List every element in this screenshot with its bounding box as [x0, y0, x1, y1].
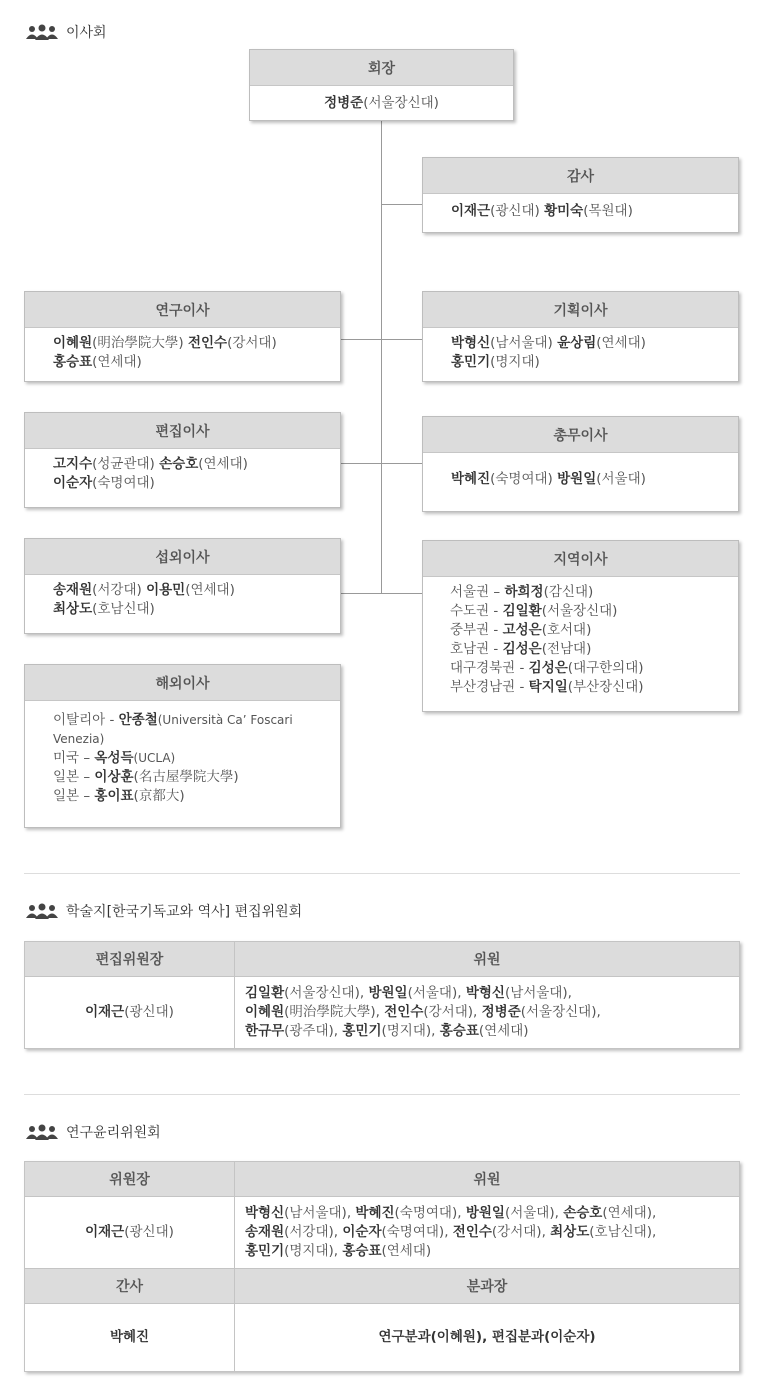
- member-name: 송재원: [245, 1224, 285, 1240]
- member-aff: (明治學院大學),: [284, 1004, 385, 1020]
- overseas-aff: (UCLA): [133, 751, 176, 765]
- member-name: 홍민기: [342, 1023, 382, 1039]
- overseas-aff: (京都大): [133, 788, 185, 804]
- member-name: 이순자: [342, 1224, 382, 1240]
- external-label: 섭외이사: [25, 539, 340, 575]
- general-box: [422, 416, 739, 512]
- org-branch-audit: [381, 204, 423, 205]
- external-aff-3: (호남신대): [92, 601, 155, 617]
- overseas-region: 미국 –: [53, 750, 95, 766]
- member-name: 전인수: [384, 1004, 424, 1020]
- planning-name-1: 박형신: [451, 335, 491, 351]
- member-name: 박형신: [245, 1205, 285, 1221]
- research-aff-1: (明治學院大學): [92, 335, 188, 351]
- research-name-2: 전인수: [187, 335, 228, 351]
- journal-head-chief: 편집위원장: [25, 942, 235, 977]
- planning-aff-1: (남서울대): [490, 335, 558, 351]
- audit-box: [422, 157, 739, 233]
- ethics-members-cell: [235, 1197, 740, 1269]
- member-name: 전인수: [452, 1224, 492, 1240]
- chair-label: 회장: [250, 50, 513, 86]
- external-name-3: 최상도: [53, 601, 93, 617]
- board-section-title: [26, 23, 107, 41]
- regional-aff: (호서대): [541, 622, 592, 638]
- member-aff: (서강대),: [284, 1224, 343, 1240]
- member-aff: (명지대),: [284, 1243, 343, 1259]
- member-name: 김일환: [245, 985, 285, 1001]
- member-aff: (서울대),: [504, 1205, 564, 1221]
- regional-row: [450, 602, 728, 621]
- research-name-3: 홍승표: [53, 354, 93, 370]
- planning-name-3: 홍민기: [451, 354, 491, 370]
- general-name-1: 박혜진: [451, 471, 491, 487]
- journal-chief-cell: [25, 977, 235, 1049]
- regional-label: 지역이사: [423, 541, 738, 577]
- external-box: [24, 538, 341, 634]
- overseas-aff: (Università Ca’ Foscari Venezia): [53, 713, 293, 746]
- regional-region: 부산경남권 -: [450, 679, 529, 695]
- external-aff-1: (서강대): [92, 582, 147, 598]
- overseas-row: [53, 787, 332, 806]
- org-branch-editing: [341, 463, 423, 464]
- member-aff: (남서울대),: [284, 1205, 356, 1221]
- org-trunk-line: [381, 120, 382, 594]
- regional-name: 고성은: [502, 622, 542, 638]
- org-branch-research: [341, 339, 423, 340]
- overseas-name: 안종철: [118, 712, 158, 728]
- regional-aff: (전남대): [541, 641, 592, 657]
- member-aff: (강서대),: [491, 1224, 551, 1240]
- people-group-icon: [26, 1124, 58, 1140]
- section-divider: [24, 1094, 740, 1095]
- editing-aff-1: (성균관대): [92, 456, 160, 472]
- research-body: [25, 328, 340, 380]
- overseas-region: 일본 –: [53, 788, 95, 804]
- member-name: 손승호: [563, 1205, 603, 1221]
- regional-region: 호남권 -: [450, 641, 503, 657]
- general-name-2: 방원일: [557, 471, 597, 487]
- member-aff: (숙명여대),: [394, 1205, 466, 1221]
- overseas-name: 이상훈: [94, 769, 134, 785]
- overseas-name: 홍이표: [94, 788, 134, 804]
- member-name: 홍민기: [245, 1243, 285, 1259]
- external-aff-2: (연세대): [185, 582, 235, 598]
- regional-region: 중부권 -: [450, 622, 503, 638]
- member-aff: (연세대): [381, 1243, 432, 1259]
- member-name: 홍승표: [342, 1243, 382, 1259]
- member-name: 최상도: [550, 1224, 590, 1240]
- member-name: 정병준: [481, 1004, 521, 1020]
- member-aff: (서울장신대),: [284, 985, 369, 1001]
- external-name-1: 송재원: [53, 582, 93, 598]
- external-name-2: 이용민: [146, 582, 186, 598]
- editing-box: [24, 412, 341, 508]
- overseas-box: [24, 664, 341, 828]
- overseas-aff: (名古屋學院大學): [133, 769, 239, 785]
- journal-title: 학술지[한국기독교와 역사] 편집위원회: [66, 904, 303, 920]
- section-divider: [24, 873, 740, 874]
- planning-body: [423, 328, 738, 380]
- regional-body: [423, 577, 738, 705]
- regional-row: [450, 583, 728, 602]
- planning-aff-2: (연세대): [596, 335, 646, 351]
- overseas-region: 일본 –: [53, 769, 95, 785]
- ethics-divisions-cell: [235, 1304, 740, 1372]
- journal-chief-name: 이재근: [85, 1004, 125, 1020]
- overseas-row: [53, 768, 332, 787]
- chair-box: [249, 49, 514, 121]
- overseas-body: [25, 701, 340, 814]
- ethics-secretary-name: 박혜진: [109, 1329, 150, 1345]
- regional-name: 하희정: [504, 584, 544, 600]
- planning-label: 기획이사: [423, 292, 738, 328]
- editing-aff-2: (연세대): [198, 456, 248, 472]
- overseas-label: 해외이사: [25, 665, 340, 701]
- research-label: 연구이사: [25, 292, 340, 328]
- member-aff: (남서울대),: [504, 985, 572, 1001]
- member-aff: (서울대),: [407, 985, 466, 1001]
- regional-name: 김성은: [528, 660, 568, 676]
- member-name: 홍승표: [439, 1023, 479, 1039]
- org-branch-external: [341, 593, 423, 594]
- overseas-row: [53, 711, 332, 749]
- general-body: [423, 453, 738, 497]
- regional-box: [422, 540, 739, 712]
- member-name: 박혜진: [355, 1205, 395, 1221]
- planning-box: [422, 291, 739, 382]
- member-aff: (광주대),: [284, 1023, 343, 1039]
- regional-region: 대구경북권 -: [450, 660, 529, 676]
- journal-committee-table: [24, 941, 740, 1049]
- editing-name-1: 고지수: [53, 456, 93, 472]
- regional-aff: (부산장신대): [567, 679, 644, 695]
- journal-members-cell: [235, 977, 740, 1049]
- editing-label: 편집이사: [25, 413, 340, 449]
- ethics-committee-table: [24, 1161, 740, 1372]
- regional-row: [450, 678, 728, 697]
- general-label: 총무이사: [423, 417, 738, 453]
- ethics-head-secretary: 간사: [25, 1269, 235, 1304]
- chair-aff: (서울장신대): [363, 95, 439, 111]
- regional-region: 서울권 –: [450, 584, 505, 600]
- member-aff: (호남신대),: [589, 1224, 657, 1240]
- audit-label: 감사: [423, 158, 738, 194]
- ethics-section-title: [26, 1123, 161, 1141]
- member-name: 방원일: [368, 985, 408, 1001]
- member-name: 박형신: [465, 985, 505, 1001]
- audit-name-1: 이재근: [451, 203, 491, 219]
- ethics-title: 연구윤리위원회: [66, 1125, 161, 1141]
- audit-aff-2: (목원대): [583, 203, 633, 219]
- ethics-divisions-text: 연구분과(이혜원), 편집분과(이순자): [378, 1329, 596, 1345]
- audit-aff-1: (광신대): [490, 203, 545, 219]
- ethics-secretary-cell: [25, 1304, 235, 1372]
- chair-body: [250, 86, 513, 121]
- general-aff-1: (숙명여대): [490, 471, 558, 487]
- editing-body: [25, 449, 340, 501]
- overseas-row: [53, 749, 332, 768]
- external-body: [25, 575, 340, 627]
- regional-aff: (서울장신대): [541, 603, 618, 619]
- regional-row: [450, 621, 728, 640]
- editing-name-3: 이순자: [53, 475, 93, 491]
- people-group-icon: [26, 903, 58, 919]
- chair-name: 정병준: [324, 95, 364, 111]
- ethics-chief-cell: [25, 1197, 235, 1269]
- journal-head-members: 위원: [235, 942, 740, 977]
- audit-name-2: 황미숙: [544, 203, 584, 219]
- regional-name: 김성은: [502, 641, 542, 657]
- member-aff: (숙명여대),: [381, 1224, 453, 1240]
- member-aff: (연세대): [478, 1023, 529, 1039]
- general-aff-2: (서울대): [596, 471, 646, 487]
- research-box: [24, 291, 341, 382]
- member-aff: (연세대),: [602, 1205, 657, 1221]
- overseas-region: 이탈리아 -: [53, 712, 119, 728]
- ethics-head-members: 위원: [235, 1162, 740, 1197]
- research-aff-3: (연세대): [92, 354, 142, 370]
- planning-name-2: 윤상림: [557, 335, 597, 351]
- regional-aff: (감신대): [543, 584, 594, 600]
- member-name: 한규무: [245, 1023, 285, 1039]
- journal-section-title: [26, 902, 302, 920]
- regional-name: 김일환: [502, 603, 542, 619]
- audit-body: [423, 194, 738, 229]
- board-title: 이사회: [66, 25, 107, 41]
- regional-region: 수도권 -: [450, 603, 503, 619]
- regional-row: [450, 640, 728, 659]
- overseas-name: 옥성득: [94, 750, 134, 766]
- member-aff: (명지대),: [381, 1023, 440, 1039]
- regional-aff: (대구한의대): [567, 660, 644, 676]
- people-group-icon: [26, 24, 58, 40]
- planning-aff-3: (명지대): [490, 354, 540, 370]
- member-aff: (서울장신대),: [520, 1004, 601, 1020]
- editing-name-2: 손승호: [159, 456, 199, 472]
- journal-chief-aff: (광신대): [124, 1004, 174, 1020]
- editing-aff-3: (숙명여대): [92, 475, 155, 491]
- research-name-1: 이혜원: [53, 335, 93, 351]
- research-aff-2: (강서대): [227, 335, 277, 351]
- ethics-chief-name: 이재근: [85, 1224, 125, 1240]
- regional-name: 탁지일: [528, 679, 568, 695]
- regional-row: [450, 659, 728, 678]
- ethics-head-chief: 위원장: [25, 1162, 235, 1197]
- member-name: 이혜원: [245, 1004, 285, 1020]
- ethics-chief-aff: (광신대): [124, 1224, 174, 1240]
- member-name: 방원일: [465, 1205, 505, 1221]
- member-aff: (강서대),: [423, 1004, 482, 1020]
- ethics-head-divisions: 분과장: [235, 1269, 740, 1304]
